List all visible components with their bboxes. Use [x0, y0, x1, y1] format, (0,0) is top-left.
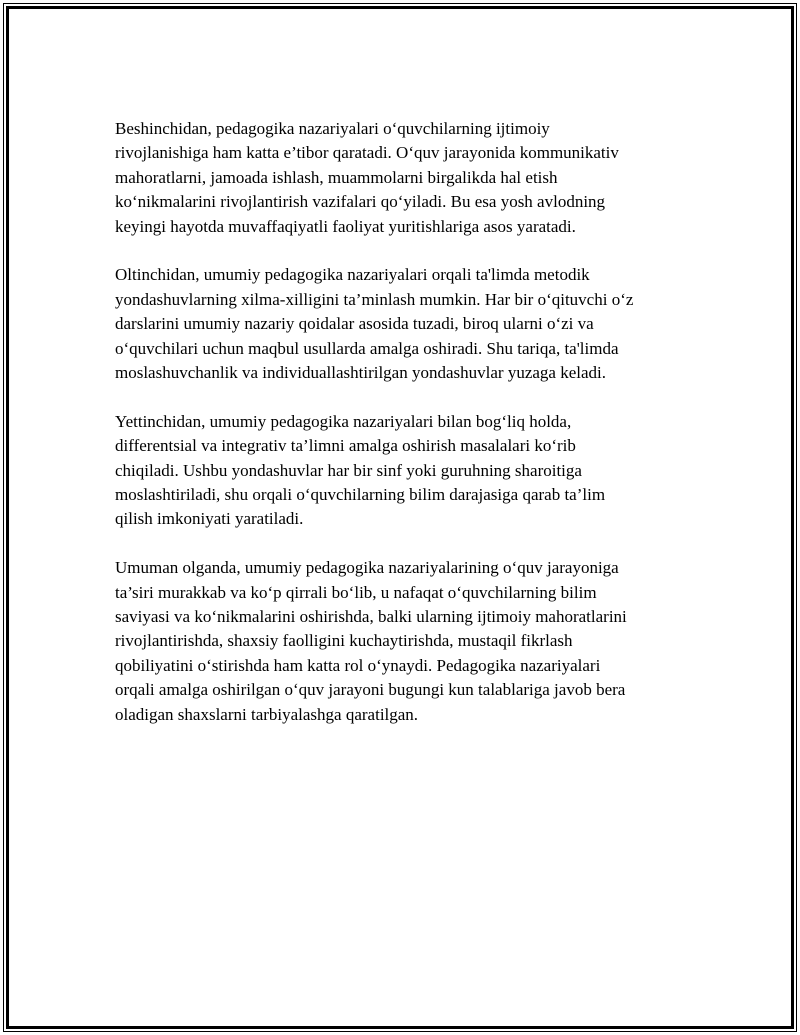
text-line: o‘quvchilari uchun maqbul usullarda amalga oshiradi. Shu tariqa, ta'limda [115, 338, 619, 358]
text-line: rivojlantirishda, shaxsiy faolligini kuchaytirishda, mustaqil fikrlash [115, 631, 573, 651]
text-line: chiqiladi. Ushbu yondashuvlar har bir sinf yoki guruhning sharoitiga [115, 460, 582, 480]
paragraph-conclusion [115, 556, 685, 727]
document-body [115, 117, 685, 752]
paragraph-seventh [115, 410, 685, 532]
paragraph-sixth [115, 263, 685, 385]
text-line: moslashtiriladi, shu orqali o‘quvchilarning bilim darajasiga qarab ta’lim [115, 485, 606, 505]
text-line: ta’siri murakkab va ko‘p qirrali bo‘lib, u nafaqat o‘quvchilarning bilim [115, 582, 597, 602]
text-line: keyingi hayotda muvaffaqiyatli faoliyat yuritishlariga asos yaratadi. [115, 216, 576, 236]
text-line: oladigan shaxslarni tarbiyalashga qaratilgan. [115, 704, 419, 724]
text-line: Umuman olganda, umumiy pedagogika nazariyalarining o‘quv jarayoniga [115, 558, 619, 578]
text-line: qilish imkoniyati yaratiladi. [115, 509, 304, 529]
text-line: mahoratlarni, jamoada ishlash, muammolarni birgalikda hal etish [115, 167, 558, 187]
text-line: differentsial va integrativ ta’limni amalga oshirish masalalari ko‘rib [115, 436, 576, 456]
text-line: orqali amalga oshirilgan o‘quv jarayoni bugungi kun talablariga javob bera [115, 680, 626, 700]
text-line: darslarini umumiy nazariy qoidalar asosida tuzadi, biroq ularni o‘zi va [115, 314, 594, 334]
text-line: yondashuvlarning xilma-xilligini ta’minlash mumkin. Har bir o‘qituvchi o‘z [115, 289, 634, 309]
text-line: moslashuvchanlik va individuallashtirilgan yondashuvlar yuzaga keladi. [115, 363, 606, 383]
text-line: qobiliyatini o‘stirishda ham katta rol o‘ynaydi. Pedagogika nazariyalari [115, 655, 601, 675]
text-line: Yettinchidan, umumiy pedagogika nazariyalari bilan bog‘liq holda, [115, 411, 572, 431]
text-line: saviyasi va ko‘nikmalarini oshirishda, balki ularning ijtimoiy mahoratlarini [115, 607, 627, 627]
text-line: ko‘nikmalarini rivojlantirish vazifalari qo‘yiladi. Bu esa yosh avlodning [115, 192, 606, 212]
text-line: rivojlanishiga ham katta e’tibor qaratadi. O‘quv jarayonida kommunikativ [115, 143, 619, 163]
text-line: Beshinchidan, pedagogika nazariyalari o‘quvchilarning ijtimoiy [115, 119, 550, 138]
paragraph-fifth [115, 117, 685, 239]
text-line: Oltinchidan, umumiy pedagogika nazariyalari orqali ta'limda metodik [115, 265, 590, 285]
